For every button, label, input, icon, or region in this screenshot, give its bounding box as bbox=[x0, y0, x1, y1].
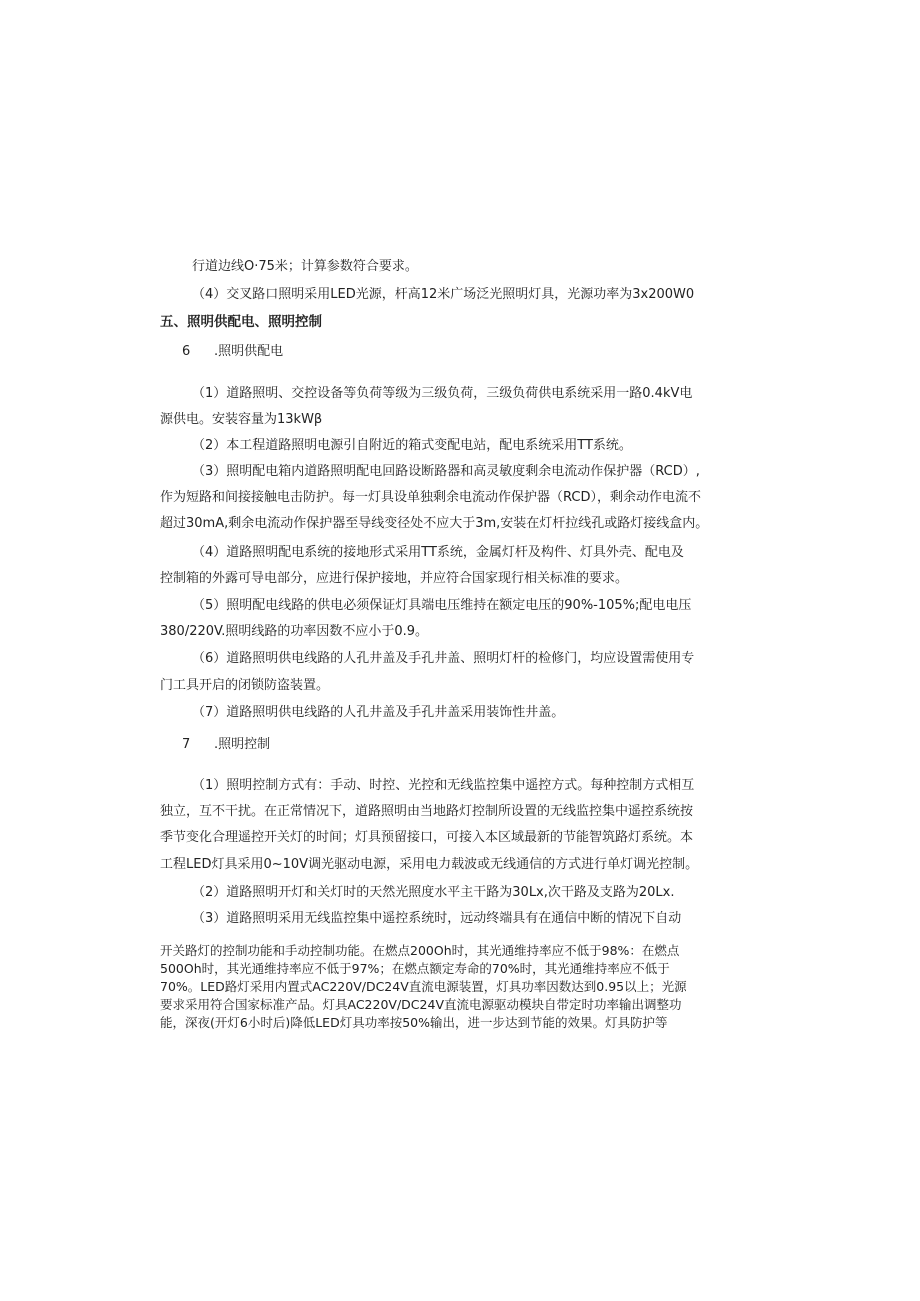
subsection-title: .照明供配电 bbox=[214, 344, 284, 359]
paragraph-line: （4）道路照明配电系统的接地形式采用TT系统，金属灯杆及构件、灯具外壳、配电及 bbox=[192, 545, 684, 560]
paragraph-line: （4）交叉路口照明采用LED光源，杆高12米广场泛光照明灯具，光源功率为3x200W0 bbox=[192, 287, 695, 302]
paragraph-line: 控制箱的外露可导电部分，应进行保护接地，并应符合国家现行相关标准的要求。 bbox=[160, 571, 629, 586]
paragraph-line: 作为短路和间接接触电击防护。每一灯具设单独剩余电流动作保护器（RCD），剩余动作电流不 bbox=[160, 490, 701, 505]
paragraph-line: 超过30mA,剩余电流动作保护器至导线变径处不应大于3m,安装在灯杆拉线孔或路灯接线盒内。 bbox=[160, 516, 709, 531]
paragraph-line: （7）道路照明供电线路的人孔井盖及手孔井盖采用装饰性井盖。 bbox=[192, 705, 565, 720]
paragraph-line: 380/220V.照明线路的功率因数不应小于0.9。 bbox=[160, 624, 429, 639]
paragraph-line: 要求采用符合国家标准产品。灯具AC220V/DC24V直流电源驱动模块自带定时功率输出调整功 bbox=[160, 997, 682, 1012]
paragraph-line: 季节变化合理遥控开关灯的时间；灯具预留接口，可接入本区域最新的节能智筑路灯系统。本 bbox=[160, 830, 694, 845]
subsection-heading bbox=[182, 736, 270, 754]
subsection-heading bbox=[182, 343, 283, 361]
paragraph-line: （5）照明配电线路的供电必须保证灯具端电压维持在额定电压的90%-105%;配电电压 bbox=[192, 598, 692, 613]
paragraph-line: 70%。LED路灯采用内置式AC220V/DC24V直流电源装置，灯具功率因数达到0.95以上；光源 bbox=[160, 979, 687, 994]
paragraph-line: 开关路灯的控制功能和手动控制功能。在燃点200Oh时，其光通维持率应不低于98%：在燃点 bbox=[160, 943, 680, 958]
paragraph-line: 源供电。安装容量为13kWβ bbox=[160, 412, 323, 427]
subsection-number: 6 bbox=[182, 344, 191, 359]
paragraph-line: 门工具开启的闭锁防盗装置。 bbox=[160, 678, 330, 693]
paragraph-line: （3）道路照明采用无线监控集中遥控系统时，远动终端具有在通信中断的情况下自动 bbox=[192, 911, 682, 926]
paragraph-line: （1）道路照明、交控设备等负荷等级为三级负荷，三级负荷供电系统采用一路0.4kV电 bbox=[192, 386, 693, 401]
paragraph-line: 能，深夜(开灯6小时后)降低LED灯具功率按50%输出，进一步达到节能的效果。灯具防护等 bbox=[160, 1015, 668, 1030]
subsection-number: 7 bbox=[182, 737, 191, 752]
section-heading: 五、照明供配电、照明控制 bbox=[160, 314, 322, 330]
paragraph-line: （1）照明控制方式有：手动、时控、光控和无线监控集中遥控方式。每种控制方式相互 bbox=[192, 778, 695, 793]
paragraph-line: 行道边线O·75米；计算参数符合要求。 bbox=[192, 259, 418, 274]
paragraph-line: 工程LED灯具采用0~10V调光驱动电源，采用电力载波或无线通信的方式进行单灯调光控制。 bbox=[160, 857, 699, 872]
paragraph-line: 独立，互不干扰。在正常情况下，道路照明由当地路灯控制所设置的无线监控集中遥控系统按 bbox=[160, 804, 694, 819]
paragraph-line: （2）本工程道路照明电源引自附近的箱式变配电站，配电系统采用TT系统。 bbox=[192, 438, 632, 453]
subsection-title: .照明控制 bbox=[214, 737, 271, 752]
paragraph-line: 500Oh时，其光通维持率应不低于97%；在燃点额定寿命的70%时，其光通维持率应不低于 bbox=[160, 961, 670, 976]
paragraph-line: （3）照明配电箱内道路照明配电回路设断路器和高灵敏度剩余电流动作保护器（RCD）, bbox=[192, 464, 700, 479]
paragraph-line: （2）道路照明开灯和关灯时的天然光照度水平主干路为30Lx,次干路及支路为20Lx. bbox=[192, 885, 675, 900]
paragraph-line: （6）道路照明供电线路的人孔井盖及手孔井盖、照明灯杆的检修门，均应设置需使用专 bbox=[192, 651, 695, 666]
